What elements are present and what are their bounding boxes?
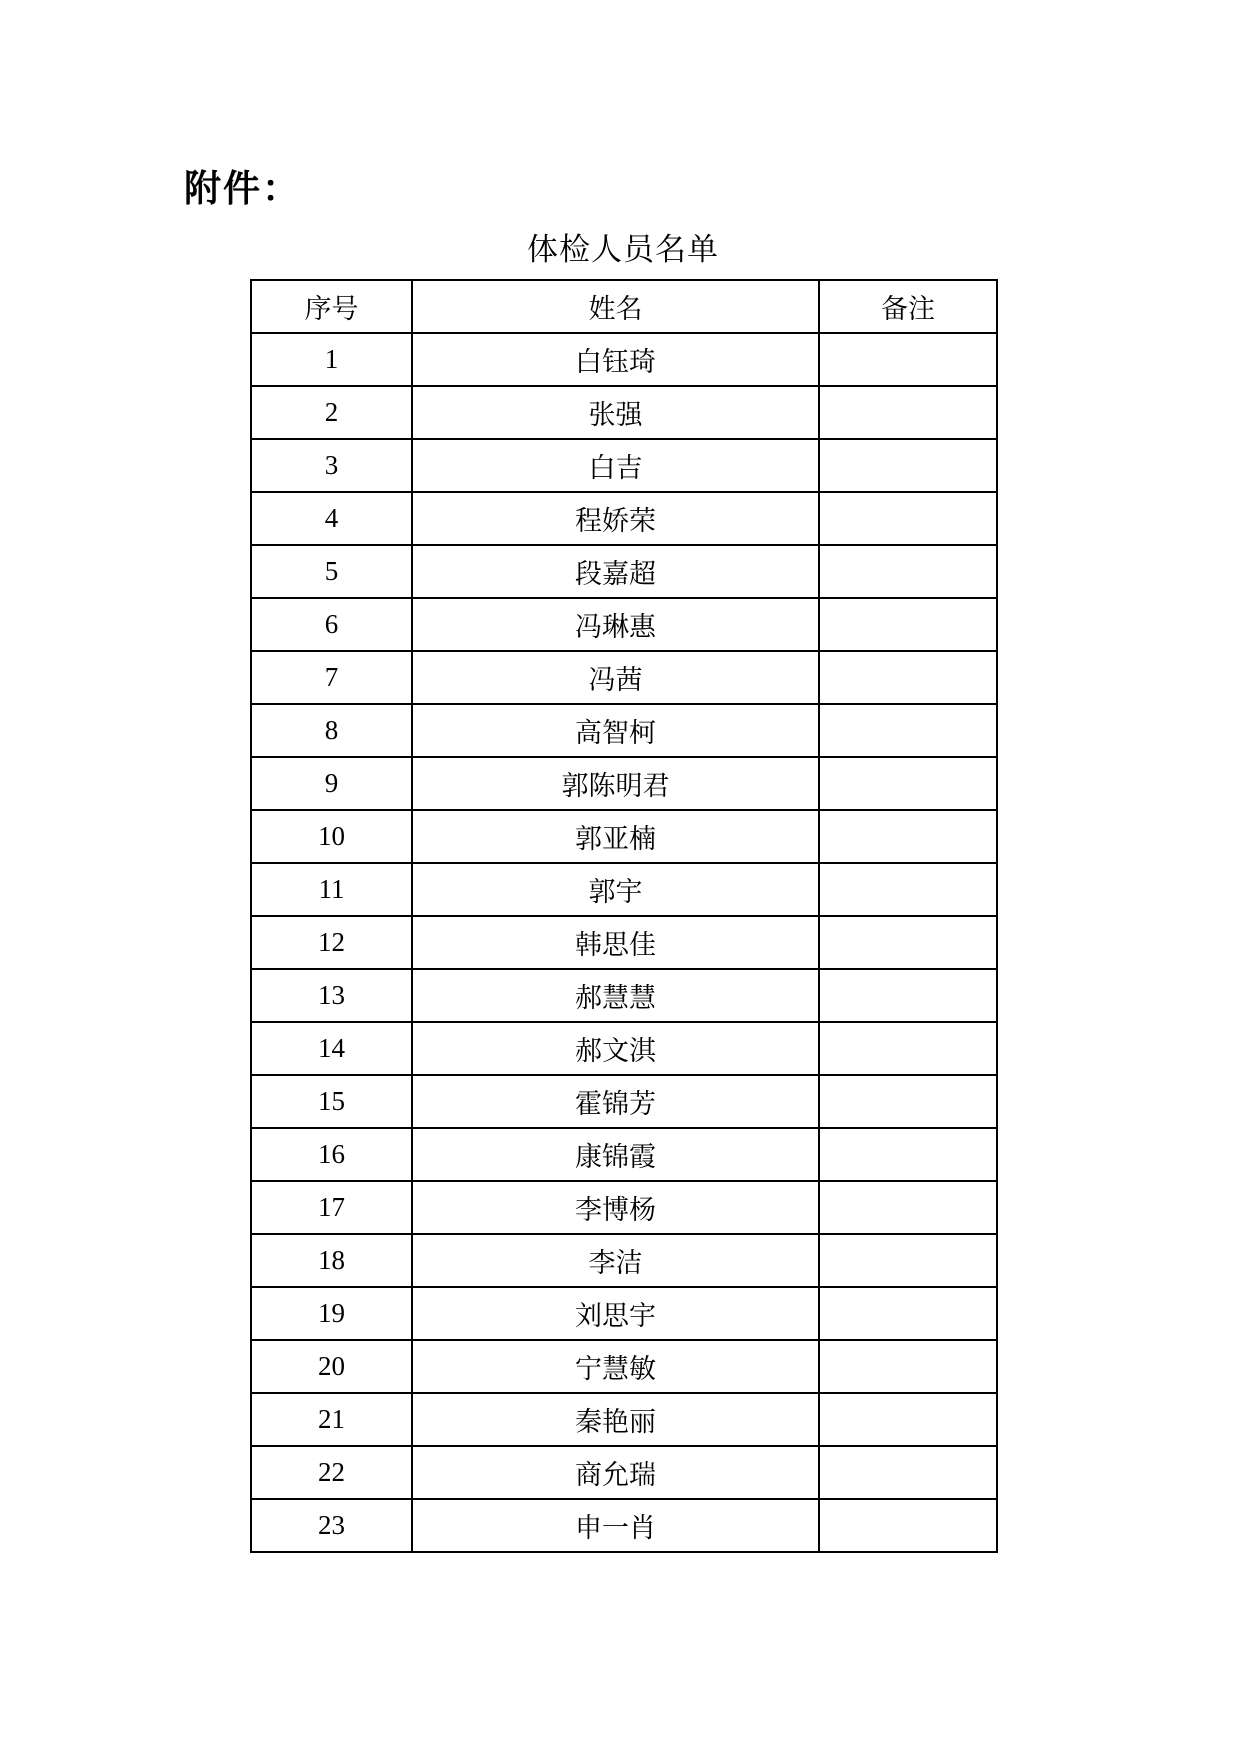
cell-name: 高智柯 — [412, 704, 819, 757]
cell-name: 段嘉超 — [412, 545, 819, 598]
cell-remark — [819, 916, 997, 969]
personnel-table — [250, 279, 998, 1553]
cell-no: 16 — [251, 1128, 412, 1181]
cell-name: 白钰琦 — [412, 333, 819, 386]
cell-name: 霍锦芳 — [412, 1075, 819, 1128]
table-row — [251, 439, 997, 492]
cell-no: 2 — [251, 386, 412, 439]
cell-no: 11 — [251, 863, 412, 916]
attachment-label: 附件： — [184, 168, 301, 209]
cell-remark — [819, 333, 997, 386]
cell-name: 冯琳惠 — [412, 598, 819, 651]
cell-remark — [819, 1340, 997, 1393]
cell-no: 20 — [251, 1340, 412, 1393]
cell-no: 22 — [251, 1446, 412, 1499]
cell-name: 张强 — [412, 386, 819, 439]
cell-name: 郝慧慧 — [412, 969, 819, 1022]
cell-no: 7 — [251, 651, 412, 704]
cell-name: 李洁 — [412, 1234, 819, 1287]
cell-no: 10 — [251, 810, 412, 863]
table-row — [251, 651, 997, 704]
cell-name: 刘思宇 — [412, 1287, 819, 1340]
table-row — [251, 810, 997, 863]
cell-name: 郭宇 — [412, 863, 819, 916]
table-row — [251, 545, 997, 598]
cell-name: 程娇荣 — [412, 492, 819, 545]
cell-remark — [819, 704, 997, 757]
table-body — [251, 333, 997, 1552]
cell-remark — [819, 651, 997, 704]
table-row — [251, 386, 997, 439]
column-header-name: 姓名 — [412, 280, 819, 333]
cell-no: 14 — [251, 1022, 412, 1075]
cell-remark — [819, 545, 997, 598]
cell-remark — [819, 492, 997, 545]
cell-remark — [819, 1393, 997, 1446]
table-row — [251, 1499, 997, 1552]
table-row — [251, 492, 997, 545]
cell-no: 4 — [251, 492, 412, 545]
table-row — [251, 1340, 997, 1393]
cell-no: 6 — [251, 598, 412, 651]
cell-remark — [819, 969, 997, 1022]
cell-no: 1 — [251, 333, 412, 386]
cell-remark — [819, 1128, 997, 1181]
table-row — [251, 333, 997, 386]
table-row — [251, 1234, 997, 1287]
table-row — [251, 704, 997, 757]
cell-remark — [819, 863, 997, 916]
table-row — [251, 863, 997, 916]
cell-name: 韩思佳 — [412, 916, 819, 969]
cell-remark — [819, 1181, 997, 1234]
cell-remark — [819, 757, 997, 810]
table-row — [251, 757, 997, 810]
cell-remark — [819, 1234, 997, 1287]
table-row — [251, 916, 997, 969]
cell-remark — [819, 439, 997, 492]
column-header-no: 序号 — [251, 280, 412, 333]
cell-no: 17 — [251, 1181, 412, 1234]
cell-no: 18 — [251, 1234, 412, 1287]
cell-remark — [819, 810, 997, 863]
cell-name: 申一肖 — [412, 1499, 819, 1552]
cell-no: 5 — [251, 545, 412, 598]
cell-name: 郭亚楠 — [412, 810, 819, 863]
table-row — [251, 1181, 997, 1234]
cell-no: 3 — [251, 439, 412, 492]
column-header-remark: 备注 — [819, 280, 997, 333]
cell-name: 李博杨 — [412, 1181, 819, 1234]
cell-no: 15 — [251, 1075, 412, 1128]
cell-no: 21 — [251, 1393, 412, 1446]
cell-no: 19 — [251, 1287, 412, 1340]
table-row — [251, 1022, 997, 1075]
cell-name: 商允瑞 — [412, 1446, 819, 1499]
cell-name: 郝文淇 — [412, 1022, 819, 1075]
cell-no: 12 — [251, 916, 412, 969]
cell-remark — [819, 386, 997, 439]
cell-remark — [819, 598, 997, 651]
table-row — [251, 969, 997, 1022]
cell-remark — [819, 1499, 997, 1552]
cell-no: 13 — [251, 969, 412, 1022]
cell-name: 宁慧敏 — [412, 1340, 819, 1393]
cell-remark — [819, 1075, 997, 1128]
cell-remark — [819, 1446, 997, 1499]
cell-name: 郭陈明君 — [412, 757, 819, 810]
table-row — [251, 1075, 997, 1128]
cell-no: 8 — [251, 704, 412, 757]
table-row — [251, 598, 997, 651]
cell-remark — [819, 1022, 997, 1075]
table-header-row — [251, 280, 997, 333]
cell-name: 冯茜 — [412, 651, 819, 704]
cell-no: 9 — [251, 757, 412, 810]
cell-no: 23 — [251, 1499, 412, 1552]
table-row — [251, 1287, 997, 1340]
table-row — [251, 1446, 997, 1499]
table-row — [251, 1128, 997, 1181]
cell-name: 白吉 — [412, 439, 819, 492]
table-row — [251, 1393, 997, 1446]
cell-name: 秦艳丽 — [412, 1393, 819, 1446]
cell-remark — [819, 1287, 997, 1340]
cell-name: 康锦霞 — [412, 1128, 819, 1181]
page-title: 体检人员名单 — [527, 232, 719, 267]
